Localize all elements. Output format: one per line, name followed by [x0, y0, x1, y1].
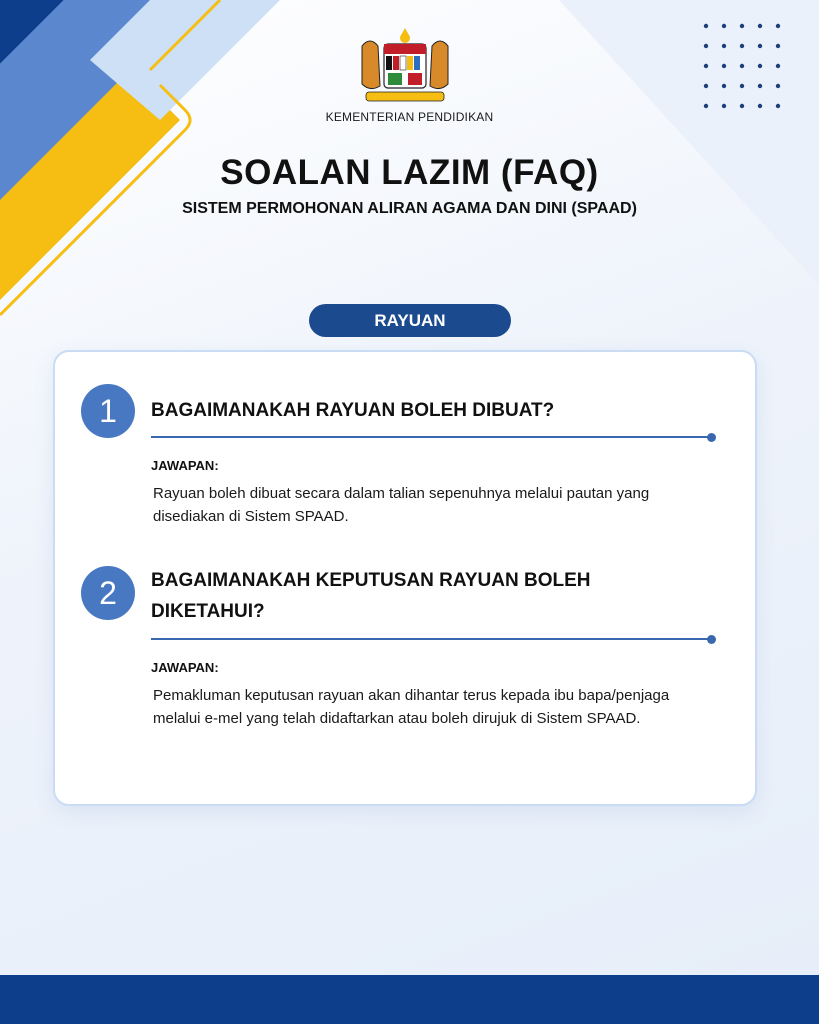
coat-of-arms-logo — [352, 26, 458, 106]
footer-bar — [0, 975, 819, 1024]
page-title: SOALAN LAZIM (FAQ) — [220, 153, 599, 192]
faq-question: BAGAIMANAKAH RAYUAN BOLEH DIBUAT? — [151, 400, 555, 421]
faq-answer: Pemakluman keputusan rayuan akan dihantar terus kepada ibu bapa/penjaga melalui e-mel yang telah didaftarkan atau boleh dirujuk di Sistem SPAAD. — [153, 687, 670, 727]
section-label-badge: RAYUAN — [309, 304, 511, 337]
divider-end-dot — [707, 635, 716, 644]
dot-grid-decoration — [700, 20, 796, 112]
question-number-badge: 1 — [81, 384, 135, 438]
answer-label: JAWAPAN: — [151, 660, 219, 675]
page-subtitle: SISTEM PERMOHONAN ALIRAN AGAMA DAN DINI (SPAAD) — [182, 200, 637, 217]
divider-end-dot — [707, 433, 716, 442]
question-divider — [151, 638, 711, 640]
question-number-badge: 2 — [81, 566, 135, 620]
question-divider — [151, 436, 711, 438]
answer-label: JAWAPAN: — [151, 458, 219, 473]
faq-answer: Rayuan boleh dibuat secara dalam talian sepenuhnya melalui pautan yang disediakan di Sistem SPAAD. — [153, 485, 650, 525]
ministry-name: KEMENTERIAN PENDIDIKAN — [325, 110, 494, 124]
faq-question: BAGAIMANAKAH KEPUTUSAN RAYUAN BOLEH DIKETAHUI? — [151, 570, 591, 622]
